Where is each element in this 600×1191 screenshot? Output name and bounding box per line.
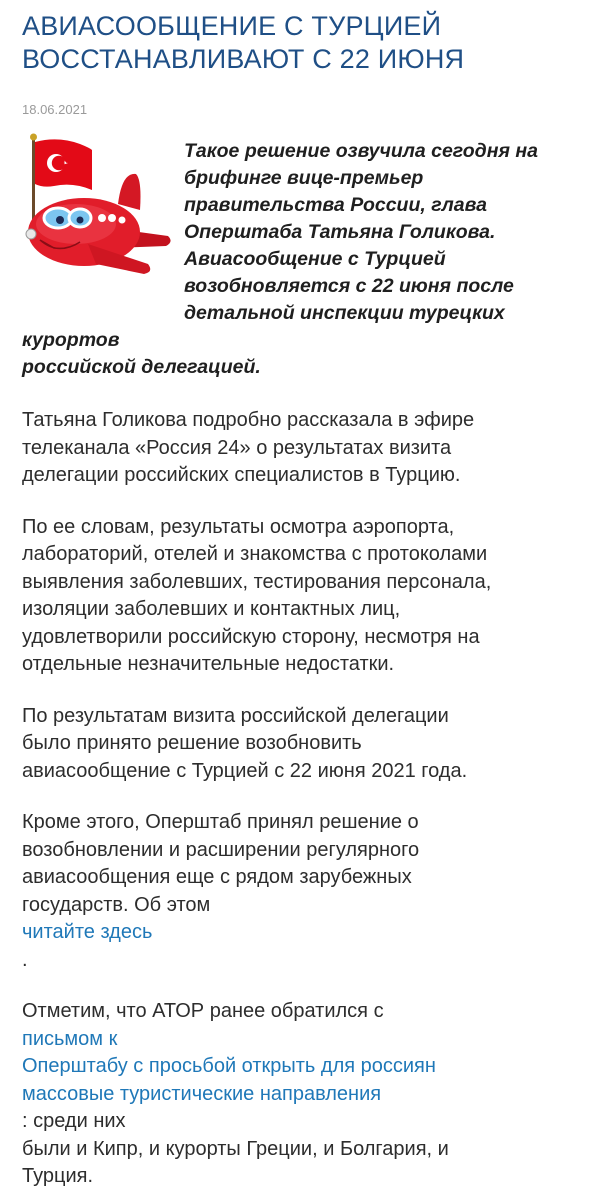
lead-line: Такое решение озвучила сегодня на (184, 140, 538, 162)
lead-line: российской делегацией. (22, 356, 261, 378)
paragraph-2 (22, 514, 578, 679)
paragraph-line: авиасообщения еще с рядом зарубежных (22, 866, 412, 888)
paragraph-4 (22, 809, 578, 974)
paragraph-line: Кроме этого, Оперштаб принял решение о (22, 811, 419, 833)
paragraph-line (22, 998, 578, 1053)
lead-line: брифинге вице-премьер (184, 167, 424, 189)
paragraph-line: отдельные незначительные недостатки. (22, 653, 395, 675)
lead-line: правительства России, глава (184, 194, 487, 216)
paragraph-line: изоляции заболевших и контактных лиц, (22, 598, 401, 620)
lead-line: Авиасообщение с Турцией (184, 248, 446, 270)
paragraph-line: Турция. (22, 1165, 94, 1187)
paragraph-line: авиасообщение с Турцией с 22 июня 2021 года. (22, 759, 468, 782)
lead-line: детальной инспекции турецких курортов (22, 302, 505, 351)
lead-line: Оперштаба Татьяна Голикова. (184, 221, 496, 243)
paragraph-line: выявления заболевших, тестирования персонала, (22, 570, 492, 593)
paragraph-3 (22, 703, 578, 786)
lead-line: возобновляется с 22 июня после (184, 275, 514, 297)
article-lead (22, 138, 578, 381)
paragraph-line: было принято решение возобновить (22, 732, 362, 754)
title-line: ВОССТАНАВЛИВАЮТ С 22 ИЮНЯ (22, 44, 465, 74)
paragraph-line (22, 1053, 578, 1081)
paragraph-line (22, 892, 578, 975)
paragraph-line: были и Кипр, и курорты Греции, и Болгария, и (22, 1137, 449, 1160)
paragraph-line: делегации российских специалистов в Турцию. (22, 464, 461, 486)
paragraph-line: лабораторий, отелей и знакомства с протоколами (22, 543, 488, 565)
letter-link[interactable]: письмом к (22, 1027, 118, 1050)
paragraph-line: По результатам визита российской делегации (22, 704, 449, 727)
paragraph-line: возобновлении и расширении регулярного (22, 838, 420, 861)
article-title (22, 0, 578, 76)
read-here-link[interactable]: читайте здесь (22, 921, 153, 943)
letter-link-continued[interactable]: Оперштабу с просьбой открыть для россиян (22, 1055, 436, 1077)
paragraph-5 (22, 998, 578, 1191)
paragraph-1 (22, 407, 578, 490)
paragraph-line: удовлетворили российскую сторону, несмотря на (22, 625, 480, 648)
paragraph-line: телеканала «Россия 24» о результатах визита (22, 436, 452, 459)
paragraph-line: Татьяна Голикова подробно рассказала в эфире (22, 409, 475, 431)
paragraph-text: государств. Об этом (22, 893, 211, 916)
title-line: АВИАСООБЩЕНИЕ С ТУРЦИЕЙ (22, 11, 442, 41)
paragraph-text: . (22, 948, 28, 971)
paragraph-line: По ее словам, результаты осмотра аэропорта, (22, 515, 455, 538)
paragraph-line (22, 1081, 578, 1136)
airplane-flag-icon (18, 132, 176, 302)
paragraph-text: : среди них (22, 1110, 126, 1132)
article-date: 18.06.2021 (22, 102, 88, 117)
paragraph-text: Отметим, что АТОР ранее обратился с (22, 1000, 384, 1022)
letter-link-continued[interactable]: массовые туристические направления (22, 1082, 382, 1105)
